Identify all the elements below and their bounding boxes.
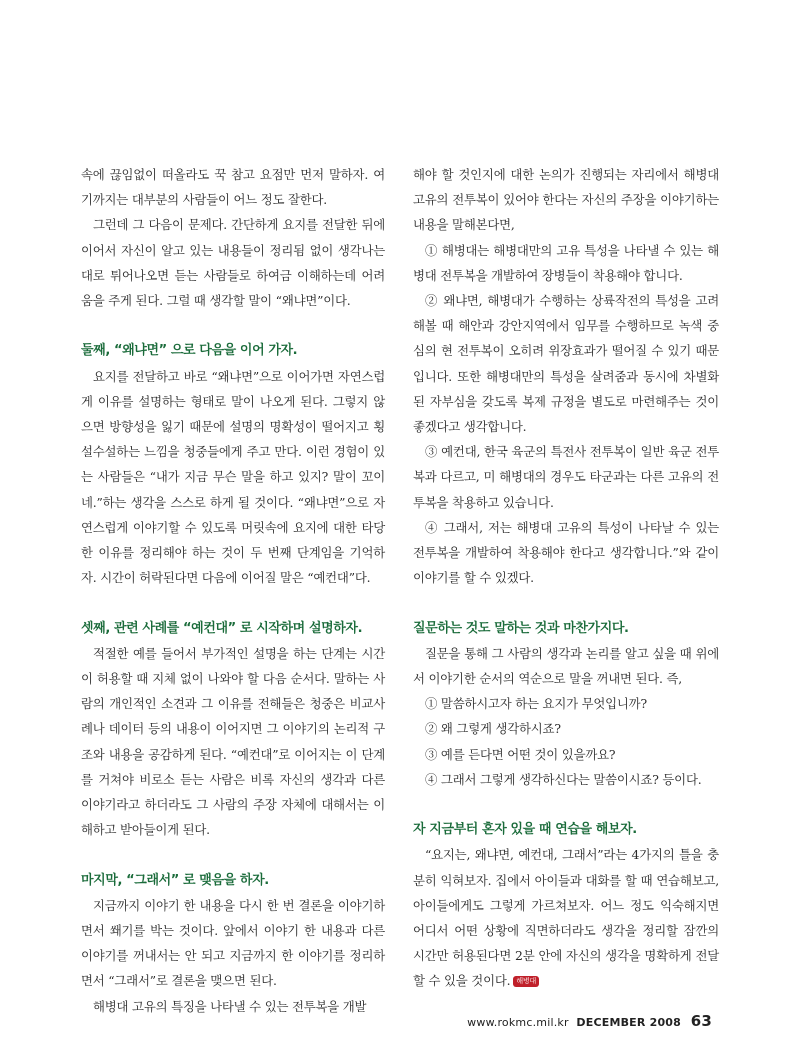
section-heading-example: 셋째, 관련 사례를 “예컨대” 로 시작하며 설명하자. — [81, 620, 363, 636]
list-item: ④ 그래서, 저는 해병대 고유의 특성이 나타날 수 있는 전투복을 개발하여 착용해야 한다고 생각합니다.”와 같이 이야기를 할 수 있겠다. — [413, 519, 719, 586]
question-item: ② 왜 그렇게 생각하시죠? — [425, 721, 561, 737]
list-item: ③ 예컨대, 한국 육군의 특전사 전투복이 일반 육군 전투복과 다르고, 미 해병대의 경우도 타군과는 다른 고유의 전투복을 착용하고 있습니다. — [413, 444, 719, 510]
paragraph: 속에 끊임없이 떠올라도 꾹 참고 요점만 먼저 말하자. 여기까지는 대부분의 사람들이 어느 정도 잘한다. — [81, 167, 385, 208]
left-column — [81, 162, 385, 1019]
paragraph: 그런데 그 다음이 문제다. 간단하게 요지를 전달한 뒤에 이어서 자신이 알고 있는 내용들이 정리됨 없이 생각나는 대로 튀어나오면 듣는 사람들로 하여금 이해하는데 어려움을 주게 된다. 그럴 때 생각할 말이 “왜냐면”이다. — [81, 217, 385, 309]
question-item: ① 말씀하시고자 하는 요지가 무엇입니까? — [425, 696, 647, 712]
footer-url: www.rokmc.mil.kr — [467, 1016, 569, 1029]
paragraph-text: “요지는, 왜냐면, 예컨대, 그래서”라는 4가지의 틀을 충분히 익혀보자. 집에서 아이들과 대화를 할 때 연습해보고, 아이들에게도 그렇게 가르쳐보자. 어느 정도 익숙해지면 어디서 어떤 상황에 직면하더라도 생각을 정리할 잠깐의 시간만 허용된다면 2분 안에 자신의 생각을 명확하게 전달할 수 있을 것이다. — [413, 847, 719, 989]
paragraph: 지금까지 이야기 한 내용을 다시 한 번 결론을 이야기하면서 쐐기를 박는 것이다. 앞에서 이야기 한 내용과 다른 이야기를 꺼내서는 안 되고 지금까지 한 이야기를 정리하면서 “그래서”로 결론을 맺으면 된다. — [81, 897, 385, 989]
section-heading-questions: 질문하는 것도 말하는 것과 마찬가지다. — [413, 620, 629, 636]
paragraph: 해병대 고유의 특징을 나타낼 수 있는 전투복을 개발 — [93, 998, 367, 1014]
paragraph: 질문을 통해 그 사람의 생각과 논리를 알고 싶을 때 위에서 이야기한 순서의 역순으로 말을 꺼내면 된다. 즉, — [413, 645, 719, 687]
list-item: ① 해병대는 해병대만의 고유 특성을 나타낼 수 있는 해병대 전투복을 개발하여 장병들이 착용해야 합니다. — [413, 242, 719, 283]
section-heading-conclusion: 마지막, “그래서” 로 맺음을 하자. — [81, 872, 269, 888]
list-item: ② 왜냐면, 해병대가 수행하는 상륙작전의 특성을 고려해볼 때 해안과 강안지역에서 임무를 수행하므로 녹색 중심의 현 전투복이 오히려 위장효과가 떨어질 수 있기 때문입니다. 또한 해병대만의 특성을 살려줌과 동시에 차별화된 자부심을 갖도록 복제 규정을 별도로 마련해주는 것이 좋겠다고 생각합니다. — [413, 293, 719, 435]
paragraph: 해야 할 것인지에 대한 논의가 진행되는 자리에서 해병대 고유의 전투복이 있어야 한다는 자신의 주장을 이야기하는 내용을 말해본다면, — [413, 167, 719, 233]
end-mark-badge: 해병대 — [513, 976, 539, 987]
question-item: ④ 그래서 그렇게 생각하신다는 말씀이시죠? 등이다. — [425, 771, 702, 787]
question-item: ③ 예를 든다면 어떤 것이 있을까요? — [425, 746, 616, 762]
section-heading-because: 둘째, “왜냐면” 으로 다음을 이어 가자. — [81, 343, 298, 359]
footer-issue: DECEMBER 2008 — [576, 1016, 682, 1029]
paragraph — [413, 842, 719, 993]
page-number: 63 — [690, 1012, 712, 1030]
paragraph: 요지를 전달하고 바로 “왜냐면”으로 이어가면 자연스럽게 이유를 설명하는 형태로 말이 나오게 된다. 그렇지 않으면 방향성을 잃기 때문에 설명의 명확성이 떨어지고 횡설수설하는 느낌을 청중들에게 주고 만다. 이런 경험이 있는 사람들은 “내가 지금 무슨 말을 하고 있지? 말이 꼬이네.”하는 생각을 스스로 하게 될 것이다. “왜냐면”으로 자연스럽게 이야기할 수 있도록 머릿속에 요지에 대한 타당한 이유를 정리해야 하는 것이 두 번째 단계임을 기억하자. 시간이 허락된다면 다음에 이어질 말은 “예컨대”다. — [81, 368, 385, 586]
paragraph: 적절한 예를 들어서 부가적인 설명을 하는 단계는 시간이 허용할 때 지체 없이 나와야 할 다음 순서다. 말하는 사람의 개인적인 소견과 그 이유를 전해들은 청중은 비교사례나 데이터 등의 내용이 이어지면 그 이야기의 논리적 구조와 내용을 공감하게 된다. “예컨대”로 이어지는 이 단계를 거쳐야 비로소 듣는 사람은 비록 자신의 생각과 다른 이야기라고 하더라도 그 사람의 주장 자체에 대해서는 이해하고 받아들이게 된다. — [81, 645, 385, 838]
right-column — [413, 162, 719, 994]
page-footer — [467, 1012, 712, 1030]
section-heading-practice: 자 지금부터 혼자 있을 때 연습을 해보자. — [413, 822, 637, 838]
